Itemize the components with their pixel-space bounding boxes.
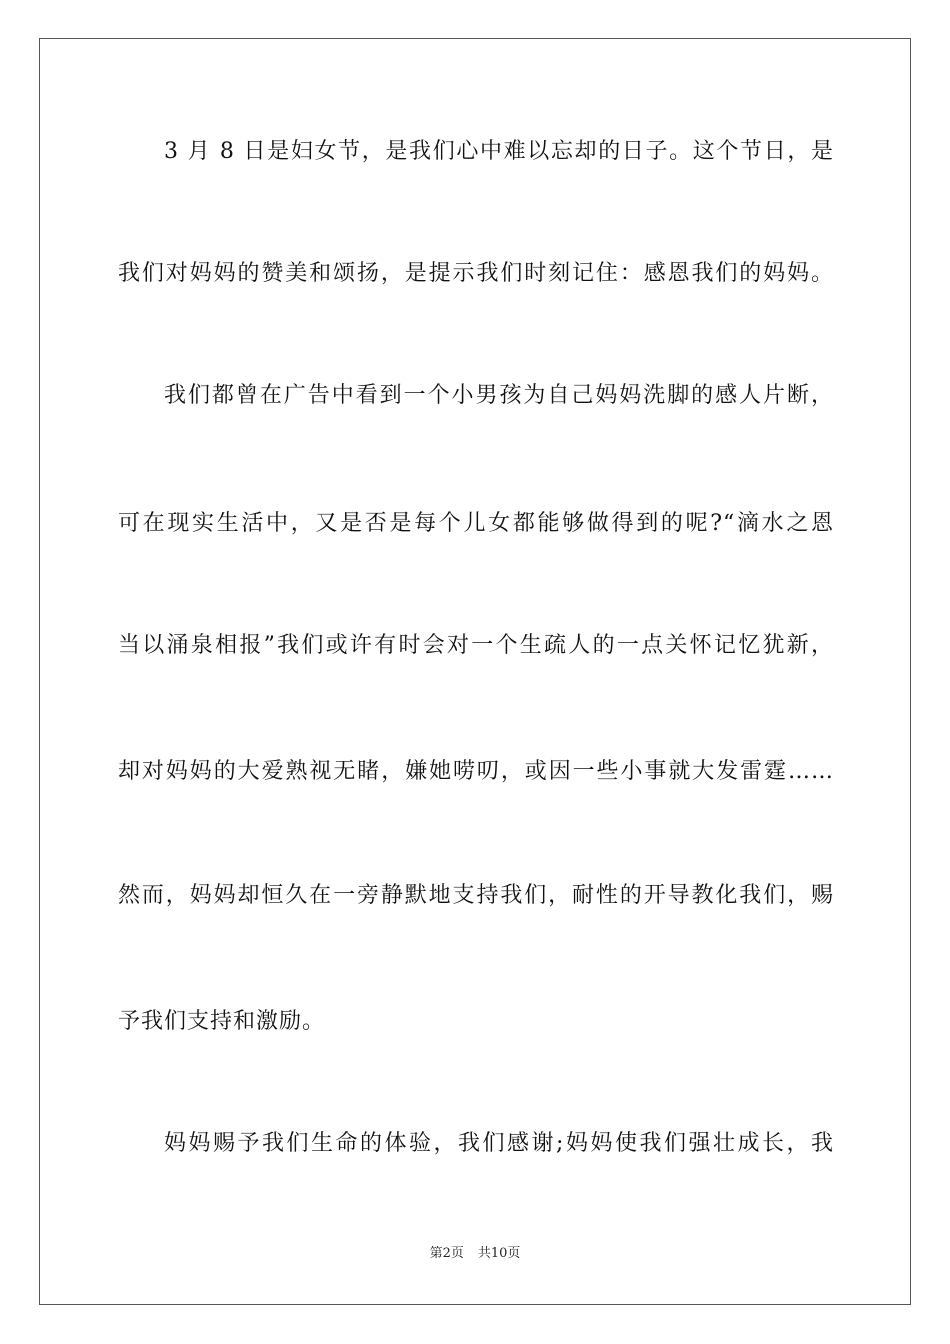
paragraph-1-line-1: 3 月 8 日是妇女节，是我们心中难以忘却的日子。这个节日，是 [164, 139, 834, 164]
paragraph-2-line-3: 当以涌泉相报”我们或许有时会对一个生疏人的一点关怀记忆犹新， [118, 633, 834, 658]
paragraph-1-line-2: 我们对妈妈的赞美和颂扬，是提示我们时刻记住：感恩我们的妈妈。 [118, 261, 834, 286]
paragraph-2-line-6: 予我们支持和激励。 [118, 1009, 326, 1034]
page-border [39, 38, 911, 1305]
page-number: 第2页 [429, 1246, 464, 1261]
paragraph-3-line-1: 妈妈赐予我们生命的体验，我们感谢;妈妈使我们强壮成长，我 [164, 1131, 834, 1156]
paragraph-2-line-4: 却对妈妈的大爱熟视无睹，嫌她唠叨，或因一些小事就大发雷霆…… [118, 759, 834, 784]
paragraph-2-line-2: 可在现实生活中，又是否是每个儿女都能够做得到的呢?“滴水之恩 [118, 511, 834, 536]
paragraph-2-line-5: 然而，妈妈却恒久在一旁静默地支持我们，耐性的开导教化我们，赐 [118, 883, 834, 908]
page-footer [0, 1246, 950, 1262]
paragraph-2-line-1: 我们都曾在广告中看到一个小男孩为自己妈妈洗脚的感人片断， [164, 383, 834, 408]
page-total: 共10页 [477, 1246, 521, 1261]
